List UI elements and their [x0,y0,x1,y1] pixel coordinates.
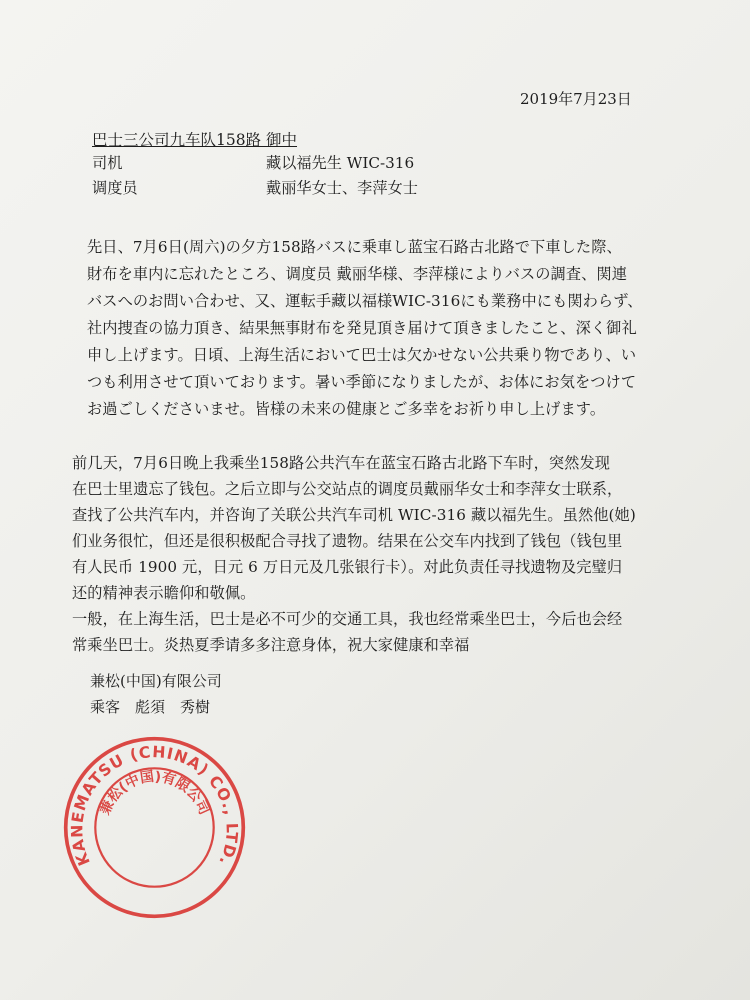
cn-line: 一般，在上海生活，巴士是必不可少的交通工具，我也经常乘坐巴士，今后也会经 [72,610,623,628]
svg-text:KANEMATSU (CHINA) CO., LTD.: KANEMATSU (CHINA) CO., LTD. [67,742,242,870]
letter-addressee: 巴士三公司九车队158路 御中 [92,131,298,149]
jp-line: 先日、7月6日(周六)の夕方158路バスに乗車し蓝宝石路古北路で下車した際、 [87,238,622,256]
jp-line: 社内捜査の協力頂き、結果無事財布を発見頂き届けて頂きましたこと、深く御礼 [87,319,637,337]
company-seal-stamp [62,735,247,920]
jp-line: つも利用させて頂いております。暑い季節になりましたが、お体にお気をつけて [87,373,637,391]
passenger-signature: 乘客 彪須 秀樹 [90,698,211,716]
svg-text:兼松(中国)有限公司: 兼松(中国)有限公司 [96,768,213,818]
cn-line: 查找了公共汽车内，并咨询了关联公共汽车司机 WIC-316 藏以福先生。虽然他(她) [72,506,636,524]
letter-date: 2019年7月23日 [520,90,632,108]
cn-line: 们业务很忙，但还是很积极配合寻找了遗物。结果在公交车内找到了钱包（钱包里 [72,532,623,550]
company-name: 兼松(中国)有限公司 [90,672,222,690]
cn-line: 还的精神表示瞻仰和敬佩。 [72,584,256,602]
recipient-name: 戴丽华女士、李萍女士 [266,179,418,197]
cn-line: 前几天，7月6日晚上我乘坐158路公共汽车在蓝宝石路古北路下车时，突然发现 [72,454,611,472]
recipient-role: 调度员 [92,179,138,197]
cn-line: 有人民币 1900 元，日元 6 万日元及几张银行卡）。对此负责任寻找遗物及完璧归 [72,558,623,576]
recipient-role: 司机 [92,154,123,172]
cn-line: 在巴士里遗忘了钱包。之后立即与公交站点的调度员戴丽华女士和李萍女士联系， [72,480,623,498]
recipient-dispatchers [92,177,418,198]
recipient-name: 藏以福先生 WIC-316 [266,154,415,172]
jp-line: 申し上げます。日頃、上海生活において巴士は欠かせない公共乗り物であり、い [87,346,637,364]
jp-line: お過ごしくださいませ。皆様の未来の健康とご多幸をお祈り申し上げます。 [87,400,606,418]
jp-line: バスへのお問い合わせ、又、運転手藏以福様WIC-316にも業務中にも関わらず、 [87,292,643,310]
seal-outer-ring [66,739,244,917]
jp-line: 財布を車内に忘れたところ、调度员 戴丽华様、李萍様によりバスの調査、関連 [87,265,627,283]
cn-line: 常乘坐巴士。炎热夏季请多多注意身体，祝大家健康和幸福 [72,636,470,654]
recipient-driver [92,152,415,173]
